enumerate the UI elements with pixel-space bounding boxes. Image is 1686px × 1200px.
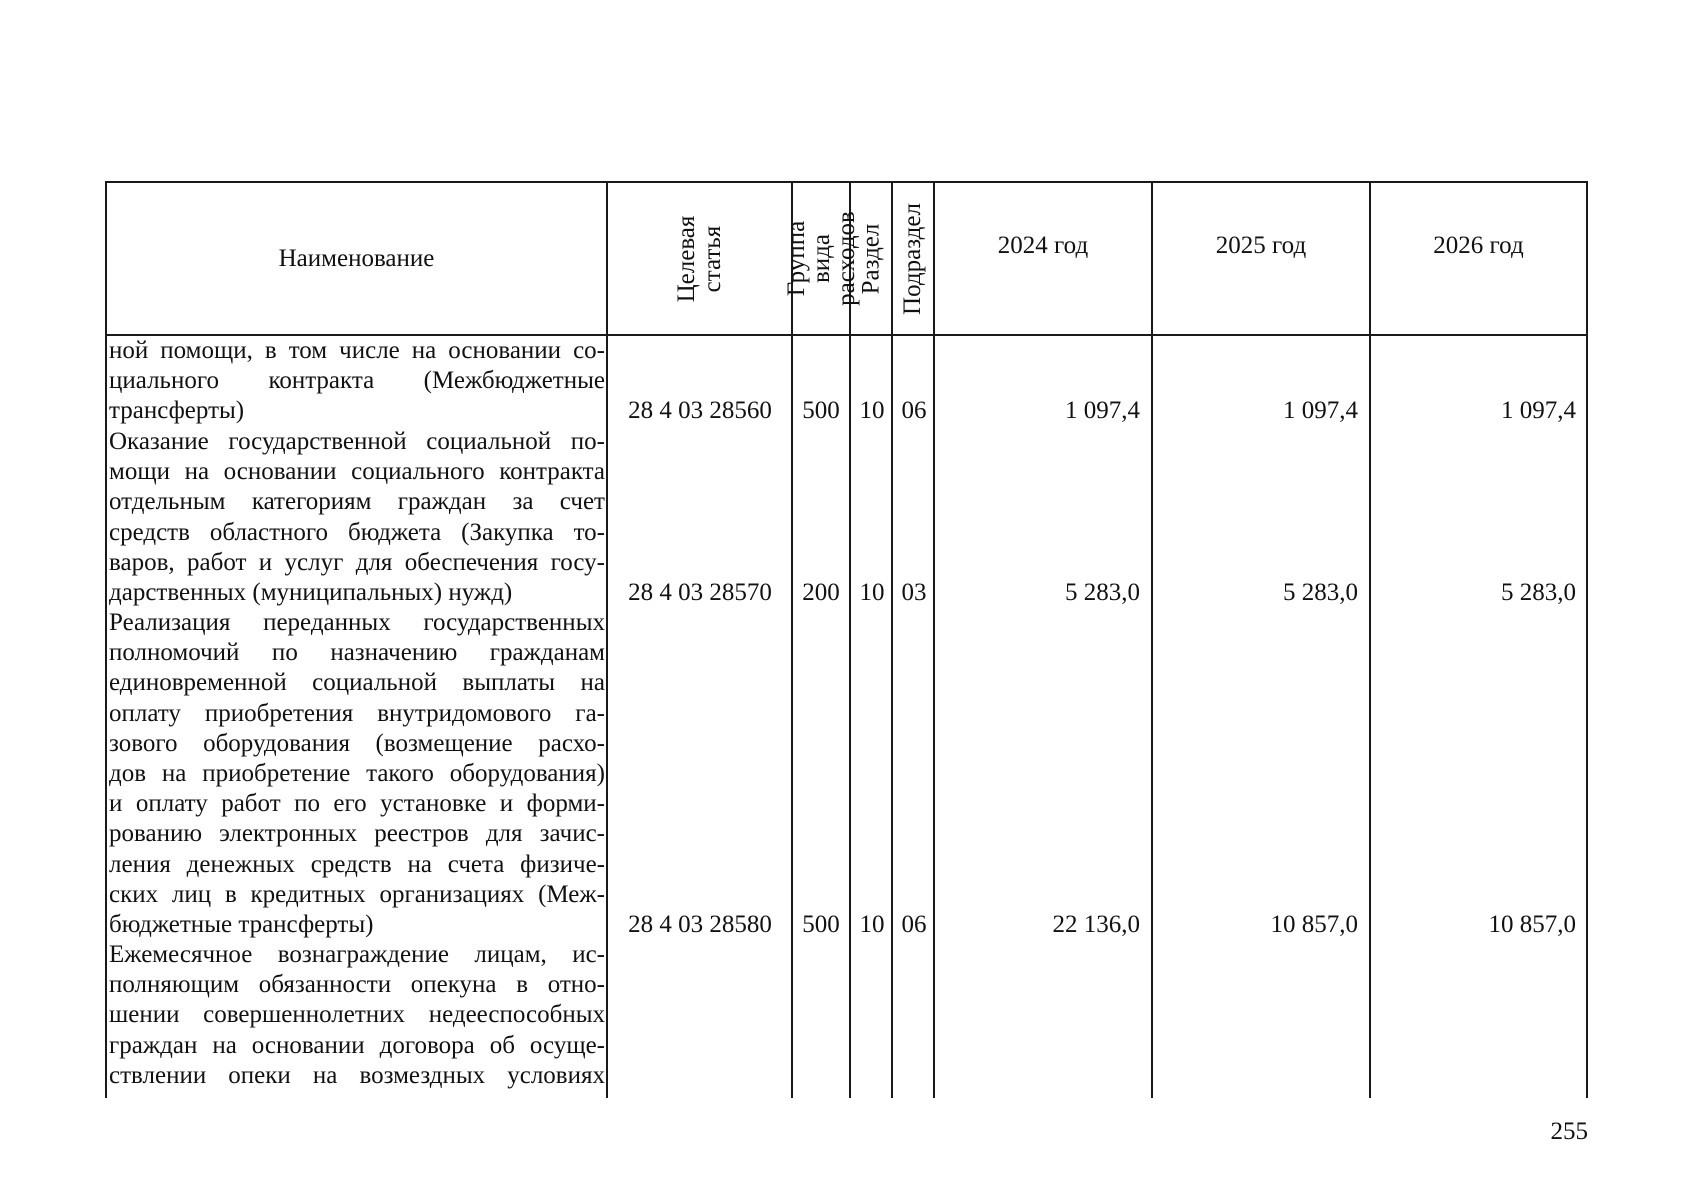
header-2024: 2024 год [997,232,1089,259]
row-section: 10 [859,579,885,606]
row-section: 10 [859,397,885,424]
name-line: отдельным категориям граждан за счет [109,488,605,516]
name-line: ления денежных средств на счета физиче- [109,850,605,878]
header-section: Раздел [857,223,884,294]
name-line: полняющим обязанности опекуна в отно- [109,971,605,999]
name-line: граждан на основании договора об осуще- [109,1031,605,1059]
name-line: зового оборудования (возмещение расхо- [109,729,605,757]
header-2026: 2026 год [1433,232,1524,259]
row-value-2026: 1 097,4 [1501,397,1576,424]
name-line: Ежемесячное вознаграждение лицам, ис- [109,941,605,968]
row-value-2025: 5 283,0 [1283,579,1358,606]
row-expense-group: 200 [802,579,840,606]
name-line: рованию электронных реестров для зачис- [109,820,605,848]
name-line: средств областного бюджета (Закупка то- [109,518,605,546]
name-line: и оплату работ по его установке и форми- [109,790,605,818]
row-value-2024: 5 283,0 [1065,579,1140,606]
header-target-article: Целевая статья [672,215,726,302]
header-expense-group: Группа вида расходов [782,211,860,306]
name-line: мощи на основании социального контракта [109,458,605,486]
row-value-2026: 10 857,0 [1488,911,1576,938]
col-divider-2024 [1151,181,1153,1098]
header-name: Наименование [278,245,435,272]
row-target-article: 28 4 03 28580 [628,911,772,938]
row-expense-group: 500 [802,397,840,424]
name-line: бюджетные трансферты) [109,910,374,938]
name-line: полномочий по назначению гражданам [109,639,605,667]
row-value-2025: 1 097,4 [1283,397,1358,424]
name-line: трансферты) [109,397,245,425]
name-line: единовременной социальной выплаты на [109,669,605,697]
col-divider-subsection [933,181,935,1098]
header-2025: 2025 год [1215,232,1307,259]
name-line: ствлении опеки на возмездных условиях [109,1061,605,1089]
row-target-article: 28 4 03 28560 [628,397,772,424]
row-expense-group: 500 [802,911,840,938]
name-line: шении совершеннолетних недееспособных [109,1001,605,1029]
name-line: Оказание государственной социальной по- [109,428,605,455]
name-line: оплату приобретения внутридомового га- [109,699,605,727]
row-value-2026: 5 283,0 [1501,579,1576,606]
row-subsection: 03 [901,579,927,606]
row-value-2024: 1 097,4 [1065,397,1140,424]
row-section: 10 [859,911,885,938]
row-name [109,427,605,608]
row-name [109,608,605,940]
col-divider-2025 [1369,181,1371,1098]
row-value-2025: 10 857,0 [1270,911,1358,938]
row-subsection: 06 [901,397,927,424]
table-right-border [1586,181,1588,1098]
page-number: 255 [1550,1118,1588,1145]
name-line: ских лиц в кредитных организациях (Меж- [109,880,605,908]
row-value-2024: 22 136,0 [1052,911,1140,938]
name-line: Реализация переданных государственных [109,609,605,636]
row-subsection: 06 [901,911,927,938]
row-name [109,940,605,1091]
header-subsection: Подраздел [899,202,926,315]
name-line: дов на приобретение такого оборудования) [109,759,605,787]
name-line: циального контракта (Межбюджетные [109,367,605,395]
name-line: варов, работ и услуг для обеспечения госу- [109,548,605,576]
name-line: дарственных (муниципальных) нужд) [109,578,513,606]
name-line: ной помощи, в том числе на основании со- [109,337,605,364]
row-target-article: 28 4 03 28570 [628,579,772,606]
row-name [109,336,605,427]
